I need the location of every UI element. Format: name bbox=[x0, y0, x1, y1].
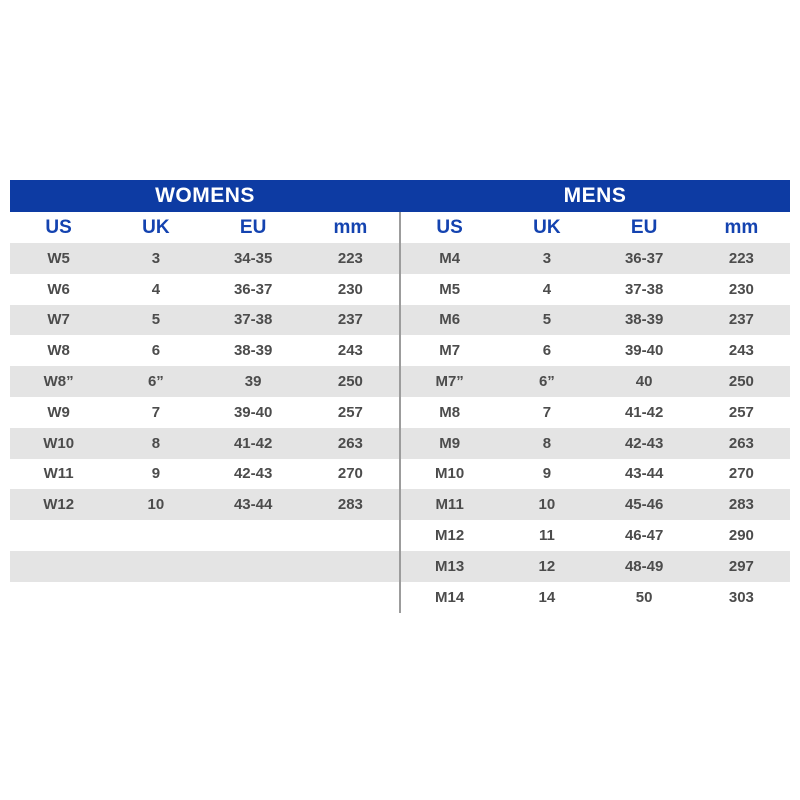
size-cell: 8 bbox=[542, 434, 552, 452]
size-cell bbox=[205, 520, 302, 551]
womens-section-title: WOMENS bbox=[155, 184, 255, 207]
size-cell: 263 bbox=[728, 434, 754, 452]
womens-row-half bbox=[10, 243, 399, 274]
size-cell: 283 bbox=[337, 496, 363, 514]
size-cell: M13 bbox=[435, 557, 465, 575]
col-header-us: US bbox=[45, 216, 72, 238]
size-cell: W12 bbox=[43, 496, 75, 514]
size-cell: 7 bbox=[542, 403, 552, 421]
size-cell: 257 bbox=[728, 403, 754, 421]
size-cell: 257 bbox=[337, 403, 363, 421]
size-cell: 4 bbox=[151, 280, 161, 298]
size-cell: 230 bbox=[728, 280, 754, 298]
mens-row-half bbox=[399, 551, 790, 582]
size-cell: 41-42 bbox=[233, 434, 273, 452]
size-cell: 9 bbox=[542, 465, 552, 483]
size-cell: 34-35 bbox=[233, 249, 273, 267]
womens-row-half bbox=[10, 274, 399, 305]
size-cell bbox=[302, 582, 399, 613]
size-cell: 5 bbox=[542, 311, 552, 329]
size-cell: 6 bbox=[151, 342, 161, 360]
size-cell: 37-38 bbox=[233, 311, 273, 329]
size-cell bbox=[10, 582, 107, 613]
size-cell: 6 bbox=[542, 342, 552, 360]
size-cell: 48-49 bbox=[624, 557, 664, 575]
size-cell: 41-42 bbox=[624, 403, 664, 421]
size-cell: W8 bbox=[47, 342, 70, 360]
womens-header-half bbox=[10, 212, 399, 243]
col-header-mm: mm bbox=[333, 216, 368, 238]
size-cell: 36-37 bbox=[233, 280, 273, 298]
size-cell: 8 bbox=[151, 434, 161, 452]
size-cell: M10 bbox=[435, 465, 465, 483]
size-cell: 38-39 bbox=[624, 311, 664, 329]
size-cell: M4 bbox=[439, 249, 461, 267]
size-cell: M7 bbox=[439, 342, 461, 360]
size-cell: M9 bbox=[439, 434, 461, 452]
size-cell: 9 bbox=[151, 465, 161, 483]
size-cell: W7 bbox=[47, 311, 70, 329]
size-cell: 283 bbox=[728, 496, 754, 514]
size-cell bbox=[10, 551, 107, 582]
size-cell: 3 bbox=[151, 249, 161, 267]
column-header-row bbox=[10, 212, 790, 243]
table-row bbox=[10, 274, 790, 305]
size-cell: M7” bbox=[435, 373, 464, 391]
size-cell: M12 bbox=[435, 527, 465, 545]
size-cell: W6 bbox=[47, 280, 70, 298]
size-cell: 250 bbox=[337, 373, 363, 391]
shoe-size-chart-table bbox=[10, 180, 790, 613]
mens-row-half bbox=[399, 305, 790, 336]
col-header-us: US bbox=[436, 216, 463, 238]
womens-row-half bbox=[10, 305, 399, 336]
size-cell: 270 bbox=[337, 465, 363, 483]
size-cell: 39-40 bbox=[233, 403, 273, 421]
size-cell: 43-44 bbox=[233, 496, 273, 514]
size-cell: 3 bbox=[542, 249, 552, 267]
size-cell: 243 bbox=[337, 342, 363, 360]
womens-row-half bbox=[10, 459, 399, 490]
size-cell: M6 bbox=[439, 311, 461, 329]
size-cell: W8” bbox=[43, 373, 74, 391]
size-cell bbox=[107, 520, 204, 551]
mens-row-half bbox=[399, 582, 790, 613]
womens-row-half bbox=[10, 428, 399, 459]
size-cell: 230 bbox=[337, 280, 363, 298]
mens-row-half bbox=[399, 243, 790, 274]
size-cell: 303 bbox=[728, 588, 754, 606]
size-cell: 290 bbox=[728, 527, 754, 545]
size-cell: M5 bbox=[439, 280, 461, 298]
size-cell: 237 bbox=[728, 311, 754, 329]
size-cell bbox=[107, 582, 204, 613]
col-header-eu: EU bbox=[239, 216, 267, 238]
size-cell: 11 bbox=[538, 527, 555, 545]
womens-row-half bbox=[10, 366, 399, 397]
size-cell: 50 bbox=[635, 588, 653, 606]
size-cell: 42-43 bbox=[624, 434, 664, 452]
size-cell: 5 bbox=[151, 311, 161, 329]
table-row bbox=[10, 335, 790, 366]
size-cell: 6” bbox=[147, 373, 164, 391]
table-row bbox=[10, 551, 790, 582]
size-cell bbox=[205, 582, 302, 613]
table-body bbox=[10, 243, 790, 613]
womens-row-half bbox=[10, 551, 399, 582]
size-cell: 7 bbox=[151, 403, 161, 421]
size-cell: 14 bbox=[538, 588, 556, 606]
size-cell: 37-38 bbox=[624, 280, 664, 298]
mens-row-half bbox=[399, 520, 790, 551]
size-cell: 6” bbox=[538, 373, 555, 391]
table-row bbox=[10, 489, 790, 520]
mens-row-half bbox=[399, 428, 790, 459]
size-cell: W10 bbox=[43, 434, 75, 452]
size-cell: M14 bbox=[435, 588, 465, 606]
size-cell: 42-43 bbox=[233, 465, 273, 483]
table-row bbox=[10, 520, 790, 551]
size-cell bbox=[205, 551, 302, 582]
table-title-band bbox=[10, 180, 790, 212]
size-cell: 250 bbox=[728, 373, 754, 391]
size-cell: 38-39 bbox=[233, 342, 273, 360]
size-cell: 40 bbox=[635, 373, 653, 391]
col-header-eu: EU bbox=[630, 216, 658, 238]
mens-row-half bbox=[399, 274, 790, 305]
size-cell bbox=[10, 520, 107, 551]
table-row bbox=[10, 582, 790, 613]
womens-row-half bbox=[10, 489, 399, 520]
size-cell: W5 bbox=[47, 249, 70, 267]
mens-header-half bbox=[399, 212, 790, 243]
table-row bbox=[10, 428, 790, 459]
size-cell: 36-37 bbox=[624, 249, 664, 267]
womens-row-half bbox=[10, 335, 399, 366]
womens-row-half bbox=[10, 397, 399, 428]
size-cell: 297 bbox=[728, 557, 754, 575]
table-row bbox=[10, 397, 790, 428]
size-cell: 10 bbox=[538, 496, 556, 514]
size-cell: 39 bbox=[244, 373, 262, 391]
size-cell: W11 bbox=[43, 465, 74, 483]
size-cell: 4 bbox=[542, 280, 552, 298]
size-cell: 263 bbox=[337, 434, 363, 452]
size-cell: 46-47 bbox=[624, 527, 664, 545]
mens-row-half bbox=[399, 489, 790, 520]
size-cell: 45-46 bbox=[624, 496, 664, 514]
table-row bbox=[10, 305, 790, 336]
col-header-mm: mm bbox=[724, 216, 759, 238]
size-cell: 237 bbox=[337, 311, 363, 329]
size-cell bbox=[302, 520, 399, 551]
size-cell: 10 bbox=[147, 496, 165, 514]
size-cell: M11 bbox=[435, 496, 464, 514]
size-cell: 43-44 bbox=[624, 465, 664, 483]
size-cell: 223 bbox=[728, 249, 754, 267]
mens-section-title: MENS bbox=[563, 184, 627, 207]
womens-row-half bbox=[10, 582, 399, 613]
table-row bbox=[10, 366, 790, 397]
mens-row-half bbox=[399, 335, 790, 366]
size-cell: 223 bbox=[337, 249, 363, 267]
size-cell bbox=[107, 551, 204, 582]
size-cell: M8 bbox=[439, 403, 461, 421]
mens-row-half bbox=[399, 397, 790, 428]
size-cell: 243 bbox=[728, 342, 754, 360]
size-cell: 12 bbox=[538, 557, 556, 575]
mens-row-half bbox=[399, 366, 790, 397]
size-cell: 39-40 bbox=[624, 342, 664, 360]
table-row bbox=[10, 243, 790, 274]
col-header-uk: UK bbox=[533, 216, 561, 238]
size-cell bbox=[302, 551, 399, 582]
size-cell: W9 bbox=[47, 403, 70, 421]
mens-row-half bbox=[399, 459, 790, 490]
size-cell: 270 bbox=[728, 465, 754, 483]
col-header-uk: UK bbox=[142, 216, 170, 238]
table-row bbox=[10, 459, 790, 490]
womens-row-half bbox=[10, 520, 399, 551]
